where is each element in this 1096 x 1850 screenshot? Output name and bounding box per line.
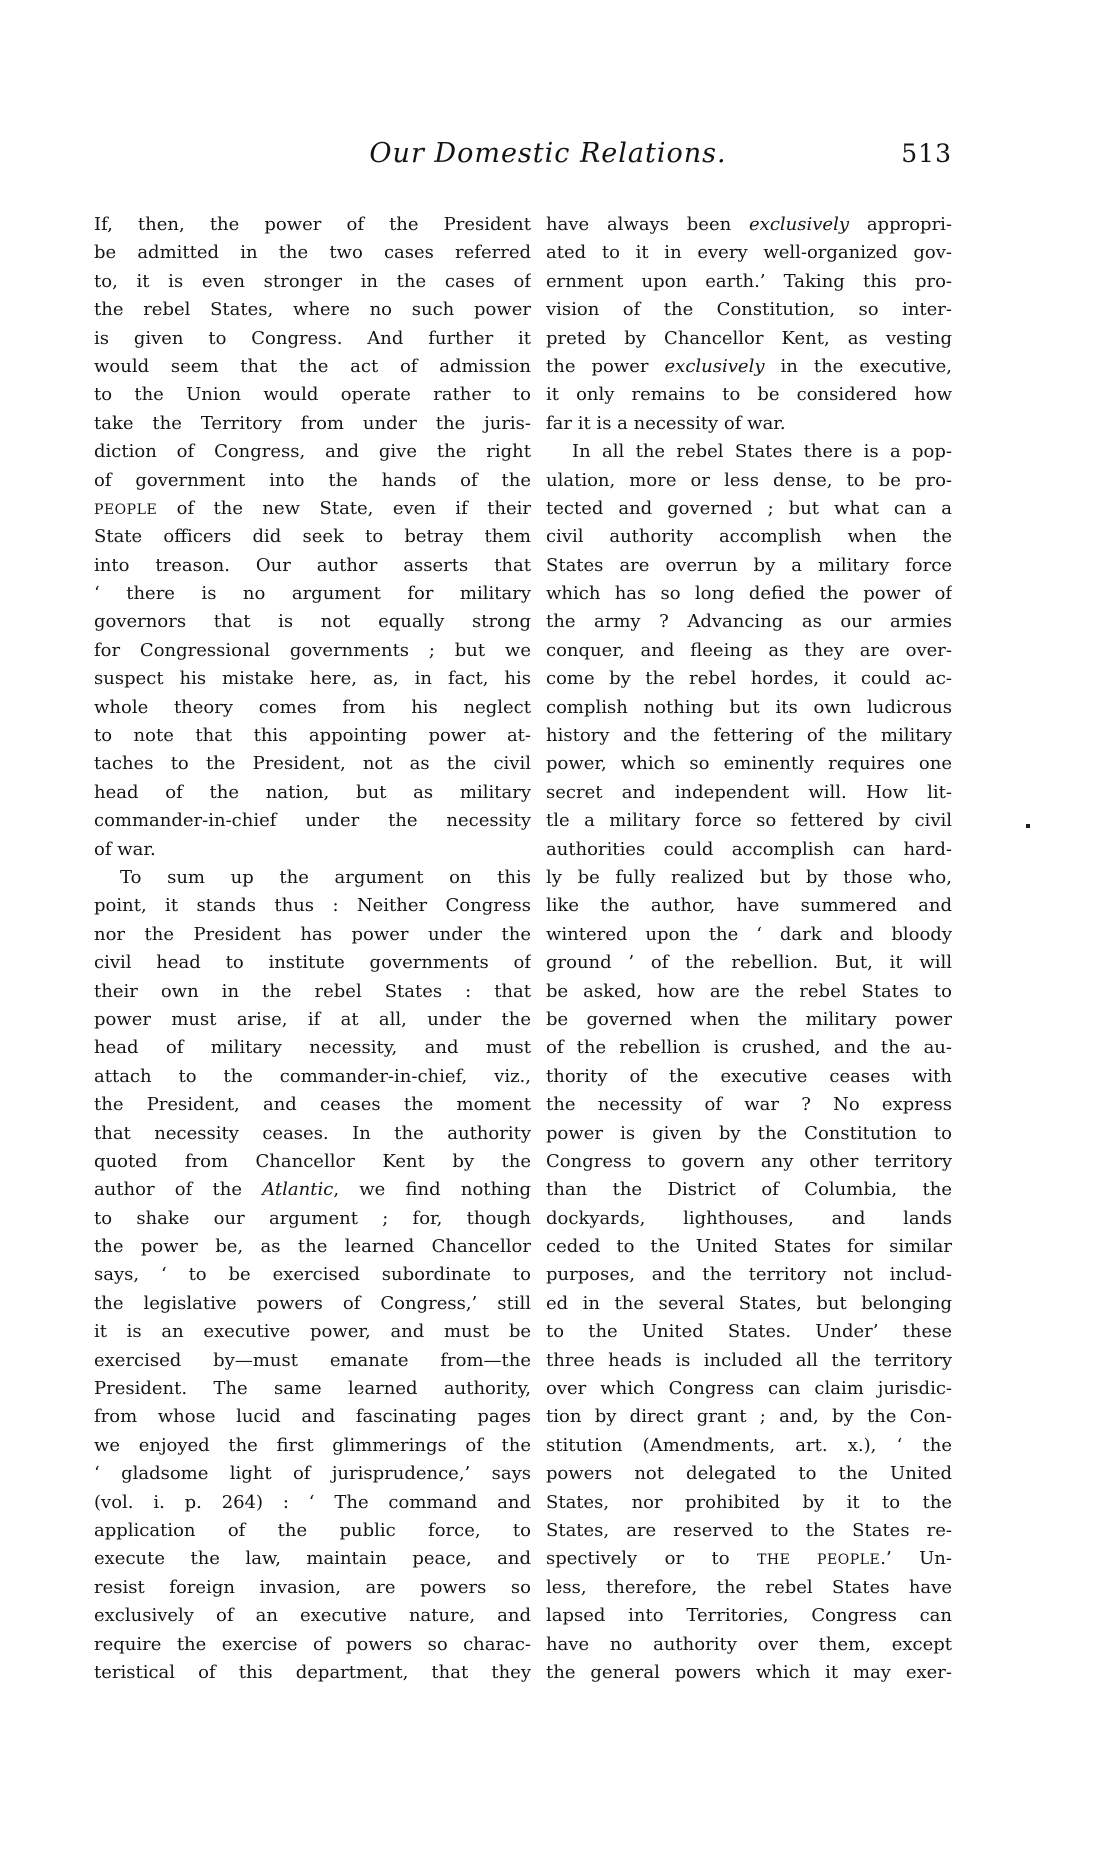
text-line: point, it stands thus : Neither Congress <box>94 895 531 917</box>
text-line: ated to it in every well-organized gov- <box>546 242 952 264</box>
text-line: governors that is not equally strong <box>94 611 531 633</box>
text-line: stitution (Amendments, art. x.), ‘ the <box>546 1434 952 1456</box>
text-line: purposes, and the territory not includ- <box>546 1264 952 1286</box>
text-line: the President, and ceases the moment <box>94 1094 531 1116</box>
text-line: the legislative powers of Congress,’ still <box>94 1292 531 1314</box>
text-line: to, it is even stronger in the cases of <box>94 270 531 292</box>
text-line: ernment upon earth.’ Taking this pro- <box>546 270 952 292</box>
text-line: to the Union would operate rather to <box>94 384 531 406</box>
text-line: of war. <box>94 838 156 860</box>
text-line: application of the public force, to <box>94 1519 531 1541</box>
text-line: come by the rebel hordes, it could ac- <box>546 668 952 690</box>
text-line: for Congressional governments ; but we <box>94 639 531 661</box>
text-line: execute the law, maintain peace, and <box>94 1548 531 1570</box>
text-line: than the District of Columbia, the <box>546 1179 952 1201</box>
ink-speck <box>1026 824 1030 828</box>
text-line: the power be, as the learned Chancellor <box>94 1236 531 1258</box>
text-line: ed in the several States, but belonging <box>546 1292 952 1314</box>
text-line: like the author, have summered and <box>546 895 952 917</box>
text-line: that necessity ceases. In the authority <box>94 1122 531 1144</box>
text-line: (vol. i. p. 264) : ‘ The command and <box>94 1491 531 1513</box>
text-line: ‘ gladsome light of jurisprudence,’ says <box>94 1463 531 1485</box>
running-title: Our Domestic Relations. <box>369 138 727 169</box>
text-line: lapsed into Territories, Congress can <box>546 1605 952 1627</box>
text-line: the army ? Advancing as our armies <box>546 611 952 633</box>
text-line: to the United States. Under’ these <box>546 1321 952 1343</box>
text-line: resist foreign invasion, are powers so <box>94 1576 531 1598</box>
text-line: In all the rebel States there is a pop- <box>572 441 952 463</box>
text-line: authorities could accomplish can hard- <box>546 838 952 860</box>
text-line: tion by direct grant ; and, by the Con- <box>546 1406 952 1428</box>
text-line: to note that this appointing power at- <box>94 725 531 747</box>
text-line: secret and independent will. How lit- <box>546 781 952 803</box>
text-line: to shake our argument ; for, though <box>94 1207 531 1229</box>
text-line: the rebel States, where no such power <box>94 299 531 321</box>
text-line: nor the President has power under the <box>94 923 531 945</box>
text-line: would seem that the act of admission <box>94 355 531 377</box>
text-line: power must arise, if at all, under the <box>94 1008 531 1030</box>
text-line: ceded to the United States for similar <box>546 1236 952 1258</box>
text-column-left <box>94 211 531 1687</box>
text-line: preted by Chancellor Kent, as vesting <box>546 327 952 349</box>
text-line: of the rebellion is crushed, and the au- <box>546 1037 952 1059</box>
text-line: spectively or to THE PEOPLE.’ Un- <box>546 1548 952 1570</box>
text-line: take the Territory from under the juris- <box>94 412 531 434</box>
text-line: be admitted in the two cases referred <box>94 242 531 264</box>
text-line: exclusively of an executive nature, and <box>94 1605 531 1627</box>
text-column-right <box>546 211 952 1687</box>
text-line: over which Congress can claim jurisdic- <box>546 1378 952 1400</box>
text-line: far it is a necessity of war. <box>546 412 786 434</box>
text-line: teristical of this department, that they <box>94 1661 531 1683</box>
text-line: exercised by—must emanate from—the <box>94 1349 531 1371</box>
text-line: the general powers which it may exer- <box>546 1661 952 1683</box>
text-line: Congress to govern any other territory <box>546 1150 952 1172</box>
text-line: ground ’ of the rebellion. But, it will <box>546 952 952 974</box>
text-line: State officers did seek to betray them <box>94 526 531 548</box>
text-line: be governed when the military power <box>546 1008 952 1030</box>
text-line: suspect his mistake here, as, in fact, his <box>94 668 531 690</box>
text-line: PEOPLE of the new State, even if their <box>94 497 531 519</box>
text-line: States, are reserved to the States re- <box>546 1519 952 1541</box>
text-line: head of the nation, but as military <box>94 781 531 803</box>
text-line: the power exclusively in the executive, <box>546 355 952 377</box>
text-line: States, nor prohibited by it to the <box>546 1491 952 1513</box>
text-line: their own in the rebel States : that <box>94 980 531 1002</box>
text-line: is given to Congress. And further it <box>94 327 531 349</box>
text-line: into treason. Our author asserts that <box>94 554 531 576</box>
text-line: power is given by the Constitution to <box>546 1122 952 1144</box>
text-line: tle a military force so fettered by civil <box>546 810 952 832</box>
text-line: attach to the commander-in-chief, viz., <box>94 1065 531 1087</box>
text-line: States are overrun by a military force <box>546 554 952 576</box>
text-line: vision of the Constitution, so inter- <box>546 299 952 321</box>
text-line: civil authority accomplish when the <box>546 526 952 548</box>
text-line: dockyards, lighthouses, and lands <box>546 1207 952 1229</box>
text-line: whole theory comes from his neglect <box>94 696 531 718</box>
text-line: tected and governed ; but what can a <box>546 497 952 519</box>
text-line: from whose lucid and fascinating pages <box>94 1406 531 1428</box>
text-line: wintered upon the ‘ dark and bloody <box>546 923 952 945</box>
text-line: it is an executive power, and must be <box>94 1321 531 1343</box>
text-line: ulation, more or less dense, to be pro- <box>546 469 952 491</box>
text-line: If, then, the power of the President <box>94 214 531 235</box>
text-line: have always been exclusively appropri- <box>546 214 952 235</box>
text-line: thority of the executive ceases with <box>546 1065 952 1087</box>
text-line: complish nothing but its own ludicrous <box>546 696 952 718</box>
text-line: the necessity of war ? No express <box>546 1094 952 1116</box>
page-number: 513 <box>901 139 952 168</box>
text-line: powers not delegated to the United <box>546 1463 952 1485</box>
text-line: President. The same learned authority, <box>94 1378 531 1400</box>
text-line: head of military necessity, and must <box>94 1037 531 1059</box>
text-line: taches to the President, not as the civil <box>94 753 531 775</box>
text-line: diction of Congress, and give the right <box>94 441 531 463</box>
text-line: commander-in-chief under the necessity <box>94 810 531 832</box>
text-line: of government into the hands of the <box>94 469 531 491</box>
text-line: conquer, and fleeing as they are over- <box>546 639 952 661</box>
text-line: author of the Atlantic, we find nothing <box>94 1179 531 1201</box>
text-line: To sum up the argument on this <box>120 866 531 888</box>
text-line: have no authority over them, except <box>546 1633 952 1655</box>
text-line: history and the fettering of the military <box>546 725 952 747</box>
text-line: ‘ there is no argument for military <box>94 583 531 605</box>
text-line: require the exercise of powers so charac- <box>94 1633 531 1655</box>
text-line: it only remains to be considered how <box>546 384 952 406</box>
text-line: ly be fully realized but by those who, <box>546 866 952 888</box>
text-line: civil head to institute governments of <box>94 952 531 974</box>
text-line: which has so long defied the power of <box>546 583 952 605</box>
text-line: power, which so eminently requires one <box>546 753 952 775</box>
text-line: we enjoyed the first glimmerings of the <box>94 1434 531 1456</box>
text-line: less, therefore, the rebel States have <box>546 1576 952 1598</box>
text-line: three heads is included all the territory <box>546 1349 952 1371</box>
text-line: be asked, how are the rebel States to <box>546 980 952 1002</box>
text-line: says, ‘ to be exercised subordinate to <box>94 1264 531 1286</box>
text-line: quoted from Chancellor Kent by the <box>94 1150 531 1172</box>
